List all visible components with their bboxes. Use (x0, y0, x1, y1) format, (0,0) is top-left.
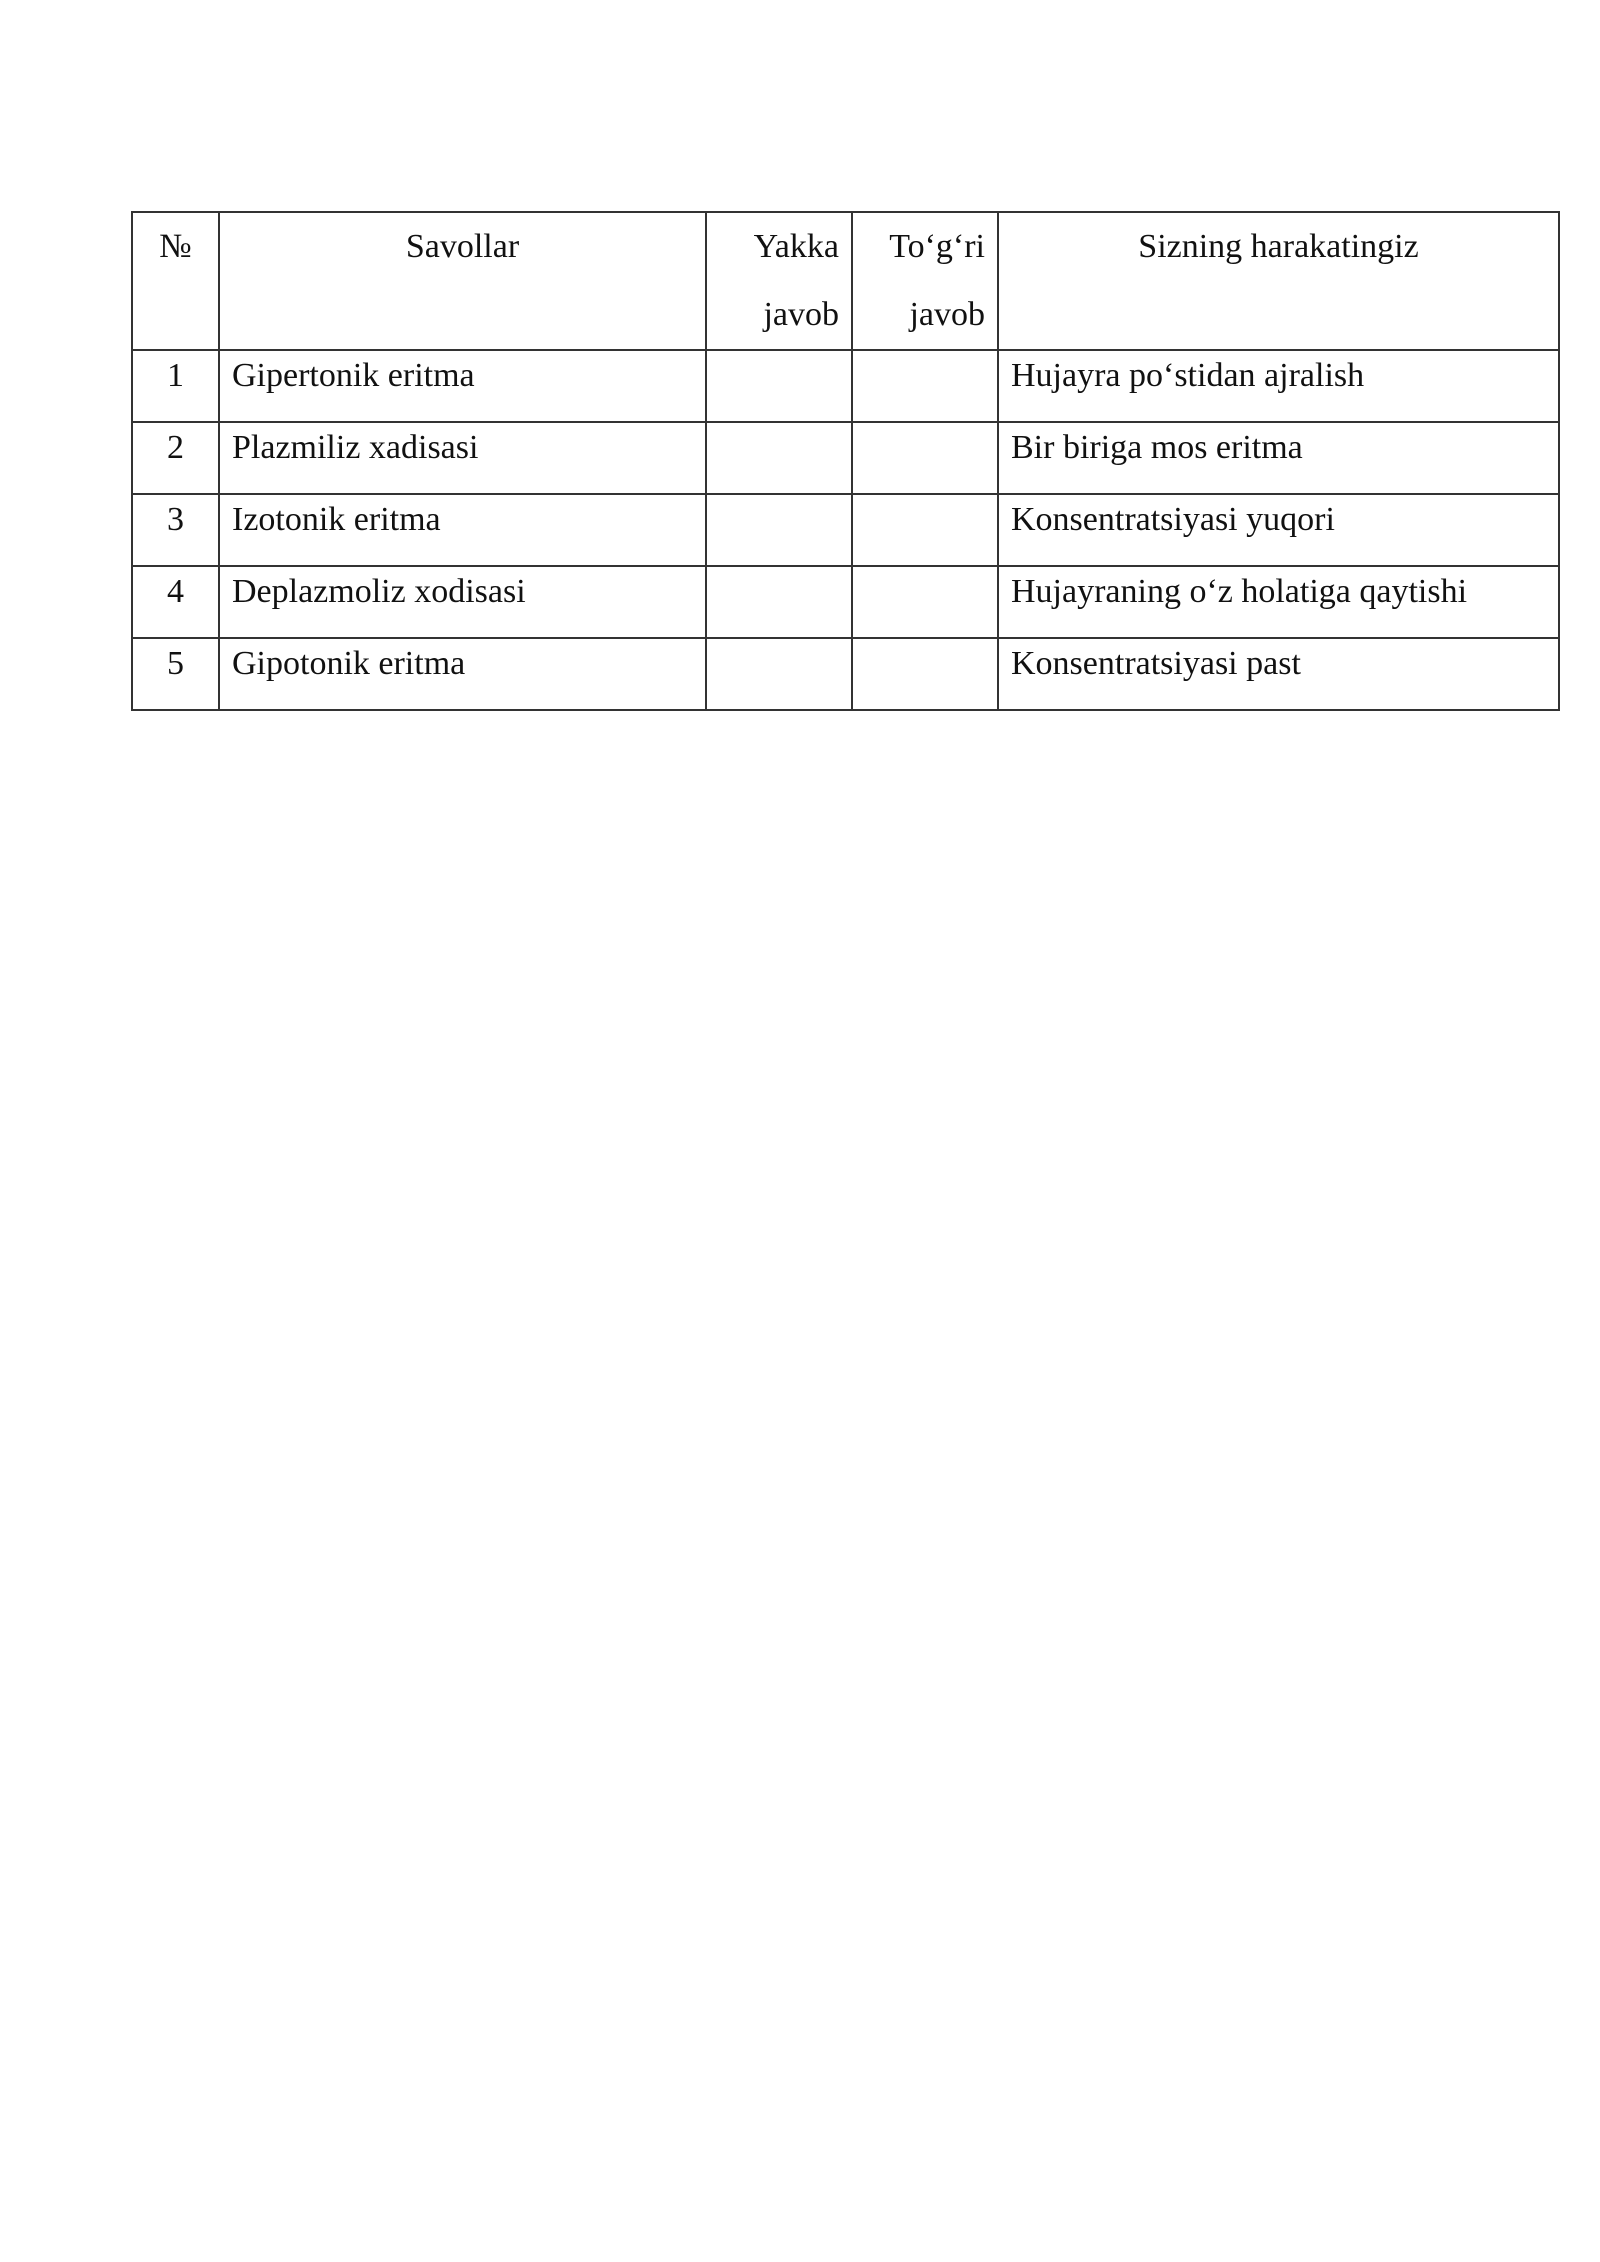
row-action: Hujayraning o‘z holatiga qaytishi (998, 566, 1559, 638)
row-correct-answer-cell[interactable] (852, 566, 998, 638)
row-number: 2 (132, 422, 219, 494)
row-number: 1 (132, 350, 219, 422)
table-row (132, 566, 1559, 638)
header-single-answer-line1: Yakka (753, 228, 839, 265)
row-correct-answer-cell[interactable] (852, 494, 998, 566)
header-correct-answer (852, 212, 998, 350)
row-single-answer-cell[interactable] (706, 350, 852, 422)
header-single-answer-line2: javob (763, 296, 839, 333)
header-correct-answer-line2: javob (909, 296, 985, 333)
row-single-answer-cell[interactable] (706, 422, 852, 494)
header-number: № (132, 212, 219, 350)
row-correct-answer-cell[interactable] (852, 638, 998, 710)
table-row (132, 494, 1559, 566)
row-question: Gipertonik eritma (219, 350, 706, 422)
row-number: 4 (132, 566, 219, 638)
row-correct-answer-cell[interactable] (852, 350, 998, 422)
row-action: Konsentratsiyasi yuqori (998, 494, 1559, 566)
header-correct-answer-line1: To‘g‘ri (889, 228, 985, 265)
row-question: Izotonik eritma (219, 494, 706, 566)
quiz-table (131, 211, 1560, 711)
row-action: Bir biriga mos eritma (998, 422, 1559, 494)
row-single-answer-cell[interactable] (706, 494, 852, 566)
header-single-answer (706, 212, 852, 350)
row-number: 5 (132, 638, 219, 710)
row-single-answer-cell[interactable] (706, 566, 852, 638)
header-your-action: Sizning harakatingiz (998, 212, 1559, 350)
table-row (132, 422, 1559, 494)
header-row (132, 212, 1559, 350)
row-question: Deplazmoliz xodisasi (219, 566, 706, 638)
row-question: Plazmiliz xadisasi (219, 422, 706, 494)
header-questions: Savollar (219, 212, 706, 350)
row-single-answer-cell[interactable] (706, 638, 852, 710)
row-action: Hujayra po‘stidan ajralish (998, 350, 1559, 422)
table-row (132, 638, 1559, 710)
table-row (132, 350, 1559, 422)
row-correct-answer-cell[interactable] (852, 422, 998, 494)
row-question: Gipotonik eritma (219, 638, 706, 710)
row-number: 3 (132, 494, 219, 566)
row-action: Konsentratsiyasi past (998, 638, 1559, 710)
